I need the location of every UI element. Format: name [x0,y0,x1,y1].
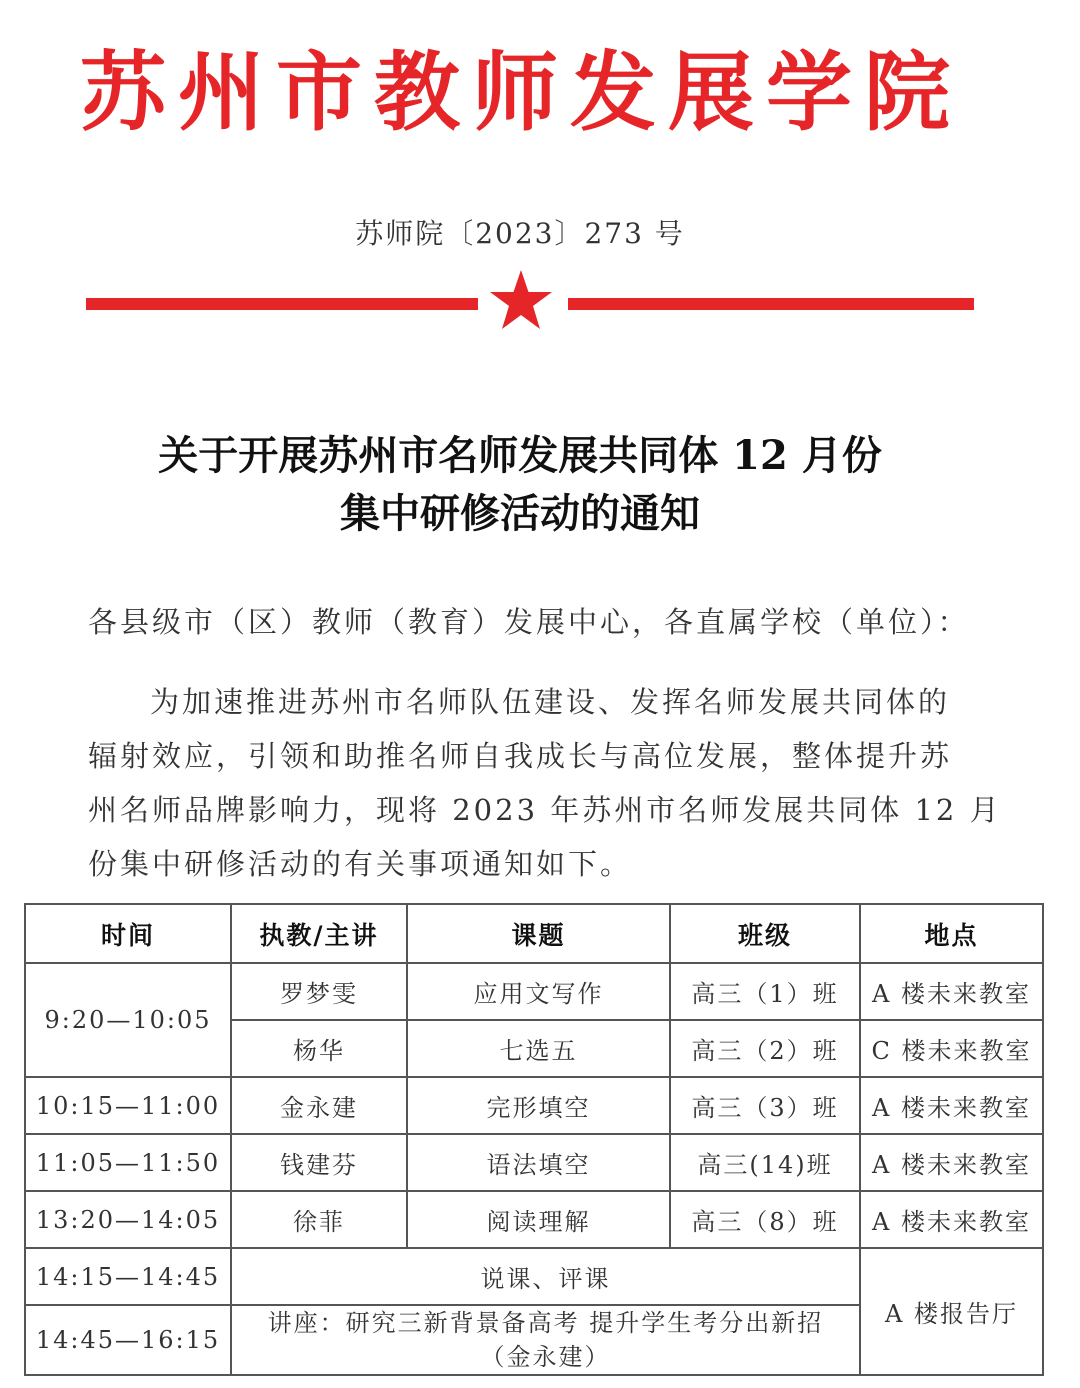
red-divider-left [86,298,478,310]
cell-topic: 应用文写作 [407,963,670,1020]
cell-activity: 说课、评课 [231,1248,860,1305]
header-class: 班级 [670,904,860,963]
cell-time: 10:15—11:00 [25,1077,231,1134]
cell-teacher: 徐菲 [231,1191,407,1248]
institution-header: 苏州市教师发展学院 [80,43,962,143]
cell-topic: 完形填空 [407,1077,670,1134]
notice-title-line1: 关于开展苏州市名师发展共同体 12 月份 [158,432,882,479]
cell-time: 13:20—14:05 [25,1191,231,1248]
table-row [25,1191,1043,1248]
cell-class: 高三（1）班 [670,963,860,1020]
lecture-title: 讲座：研究三新背景备高考 提升学生考分出新招 [267,1309,824,1337]
header-location: 地点 [860,904,1043,963]
document-number: 苏师院〔2023〕273 号 [355,217,685,250]
lecture-speaker: （金永建） [480,1343,611,1371]
table-row [25,963,1043,1020]
cell-topic: 七选五 [407,1020,670,1077]
cell-teacher: 金永建 [231,1077,407,1134]
cell-topic: 阅读理解 [407,1191,670,1248]
salutation: 各县级市（区）教师（教育）发展中心，各直属学校（单位）： [88,605,970,639]
cell-class: 高三（8）班 [670,1191,860,1248]
body-line-3: 州名师品牌影响力，现将 2023 年苏州市名师发展共同体 12 月 [88,793,1002,827]
red-divider-right [568,298,974,310]
cell-location: A 楼未来教室 [860,1077,1043,1134]
body-line-2: 辐射效应，引领和助推名师自我成长与高位发展，整体提升苏 [88,739,953,773]
notice-title-line2: 集中研修活动的通知 [340,490,700,537]
table-header-row [25,904,1043,963]
table-row [25,1077,1043,1134]
body-line-1: 为加速推进苏州市名师队伍建设、发挥名师发展共同体的 [150,685,951,719]
body-line-4: 份集中研修活动的有关事项通知如下。 [88,847,633,881]
cell-time: 14:15—14:45 [25,1248,231,1305]
cell-class: 高三(14)班 [670,1134,860,1191]
cell-teacher: 杨华 [231,1020,407,1077]
header-teacher: 执教/主讲 [231,904,407,963]
table-row [25,1134,1043,1191]
cell-teacher: 罗梦雯 [231,963,407,1020]
cell-teacher: 钱建芬 [231,1134,407,1191]
cell-time: 14:45—16:15 [25,1305,231,1375]
cell-location: A 楼未来教室 [860,1191,1043,1248]
table-row [25,1248,1043,1305]
cell-location: A 楼报告厅 [860,1248,1043,1375]
cell-class: 高三（3）班 [670,1077,860,1134]
cell-location: A 楼未来教室 [860,1134,1043,1191]
cell-lecture [231,1305,860,1375]
schedule-table [24,903,1044,1376]
cell-time: 11:05—11:50 [25,1134,231,1191]
header-topic: 课题 [407,904,670,963]
star-icon [489,268,553,332]
cell-location: A 楼未来教室 [860,963,1043,1020]
header-time: 时间 [25,904,231,963]
cell-topic: 语法填空 [407,1134,670,1191]
cell-location: C 楼未来教室 [860,1020,1043,1077]
cell-class: 高三（2）班 [670,1020,860,1077]
cell-time: 9:20—10:05 [25,963,231,1077]
